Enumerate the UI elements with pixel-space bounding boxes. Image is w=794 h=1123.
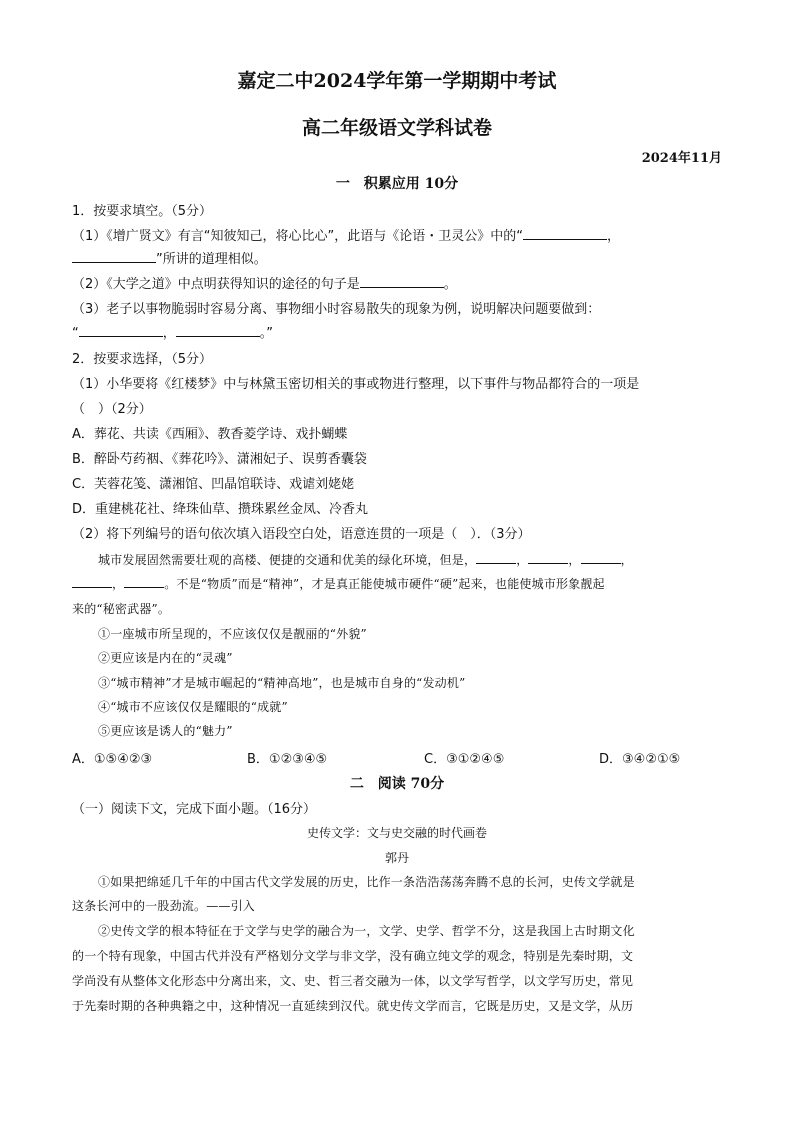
- q1-heading: 1．按要求填空。（5分）: [72, 204, 213, 219]
- q1-line1-sep: ，: [606, 229, 620, 244]
- passage-sep: ，: [568, 553, 581, 567]
- exam-date: 2024年11月: [641, 151, 722, 166]
- answer-blank[interactable]: [79, 324, 163, 337]
- option-b[interactable]: B．醉卧芍药裀、《葬花吟》、潇湘妃子、误剪香囊袋: [72, 452, 367, 467]
- passage-line3: 来的“秘密武器”。: [72, 602, 171, 616]
- passage-blank: [124, 575, 164, 588]
- q2-part1-mark: （ ）（2分）: [72, 402, 152, 417]
- option-a[interactable]: A．葬花、共读《西厢》、教香菱学诗、戏扑蝴蝶: [72, 427, 348, 442]
- choice-d[interactable]: D．③④②①⑤: [599, 752, 681, 767]
- answer-blank[interactable]: [360, 275, 444, 288]
- article-line: ②史传文学的根本特征在于文学与史学的融合为一，文学、史学、哲学不分，这是我国上古时期文化: [98, 924, 635, 938]
- article-line: ①如果把绵延几千年的中国古代文学发展的历史，比作一条浩浩荡荡奔腾不息的长河，史传文学就是: [98, 875, 635, 889]
- choice-b[interactable]: B．①②③④⑤: [247, 752, 328, 767]
- section-1-heading: 一 积累应用 10分: [335, 176, 459, 192]
- passage-text: 。不是“物质”而是“精神”，才是真正能使城市硬件“硬”起来，也能使城市形象靓起: [164, 577, 605, 591]
- q2-heading: 2．按要求选择，（5分）: [72, 352, 213, 367]
- answer-blank[interactable]: [72, 250, 156, 263]
- article-line: 学尚没有从整体文化形态中分离出来，文、史、哲三者交融为一体，以文学写哲学，以文学写历史，常见: [72, 974, 634, 988]
- choice-a[interactable]: A．①⑤④②③: [72, 752, 153, 767]
- q1-line1-text: （1）《增广贤文》有言“知彼知己，将心比心”，此语与《论语・卫灵公》中的“: [72, 229, 523, 244]
- passage-blank: [581, 551, 621, 564]
- reading-part-1: （一）阅读下文，完成下面小题。（16分）: [72, 802, 317, 817]
- answer-blank[interactable]: [523, 227, 607, 240]
- q2-part1: （1）小华要将《红楼梦》中与林黛玉密切相关的事或物进行整理，以下事件与物品都符合的一项是: [72, 377, 640, 392]
- sentence-item: ⑤更应该是诱人的“魅力”: [98, 724, 233, 738]
- article-title: 史传文学：文与史交融的时代画卷: [306, 826, 487, 840]
- article-line: 于先秦时期的各种典籍之中，这种情况一直延续到汉代。就史传文学而言，它既是历史，又是文学，从历: [72, 999, 634, 1013]
- passage-line1: [98, 551, 633, 568]
- quote-open: “: [72, 326, 79, 341]
- q1-line2: [72, 248, 267, 267]
- passage-text: 城市发展固然需要壮观的高楼、便捷的交通和优美的绿化环境，但是，: [98, 553, 477, 567]
- sentence-item: ②更应该是内在的“灵魂”: [98, 651, 233, 665]
- section-2-heading: 二 阅读 70分: [349, 776, 445, 792]
- q1-line3-end: 。: [443, 277, 457, 292]
- q1-line1: [72, 225, 620, 244]
- passage-blank: [476, 551, 516, 564]
- sentence-item: ④“城市不应该仅仅是耀眼的“成就”: [98, 700, 288, 714]
- sentence-item: ①一座城市所呈现的，不应该仅仅是靓丽的“外貌”: [98, 627, 367, 641]
- article-author: 郭丹: [384, 851, 409, 865]
- article-line: 这条长河中的一股劲流。——引入: [72, 899, 256, 913]
- passage-sep: ，: [516, 553, 529, 567]
- passage-sep: ，: [620, 553, 633, 567]
- q2-part2: （2）将下列编号的语句依次填入语段空白处，语意连贯的一项是（ ）．（3分）: [72, 527, 531, 542]
- choice-c[interactable]: C．③①②④⑤: [424, 752, 505, 767]
- passage-line2: [72, 575, 605, 592]
- passage-blank: [72, 575, 112, 588]
- sentence-item: ③“城市精神”才是城市崛起的“精神高地”，也是城市自身的“发动机”: [98, 676, 466, 690]
- quote-sep: ，: [162, 326, 176, 341]
- q1-line3-text: （2）《大学之道》中点明获得知识的途径的句子是: [72, 277, 360, 292]
- q1-line3: [72, 273, 457, 292]
- passage-blank: [528, 551, 568, 564]
- exam-subtitle: 高二年级语文学科试卷: [301, 117, 492, 139]
- exam-title: 嘉定二中2024学年第一学期期中考试: [237, 70, 557, 92]
- option-d[interactable]: D．重建桃花社、绛珠仙草、攒珠累丝金凤、冷香丸: [72, 502, 369, 517]
- q1-line5: [72, 322, 273, 341]
- answer-blank[interactable]: [176, 324, 260, 337]
- q1-line4: （3）老子以事物脆弱时容易分离、事物细小时容易散失的现象为例，说明解决问题要做到：: [72, 302, 601, 317]
- passage-sep: ，: [112, 577, 125, 591]
- quote-close: 。”: [259, 326, 274, 341]
- article-line: 的一个特有现象，中国古代并没有严格划分文学与非文学，没有确立纯文学的观念，特别是先秦时期，文: [72, 949, 634, 963]
- option-c[interactable]: C．芙蓉花笺、潇湘馆、凹晶馆联诗、戏谑刘姥姥: [72, 477, 355, 492]
- q1-line2-text: ”所讲的道理相似。: [156, 252, 267, 267]
